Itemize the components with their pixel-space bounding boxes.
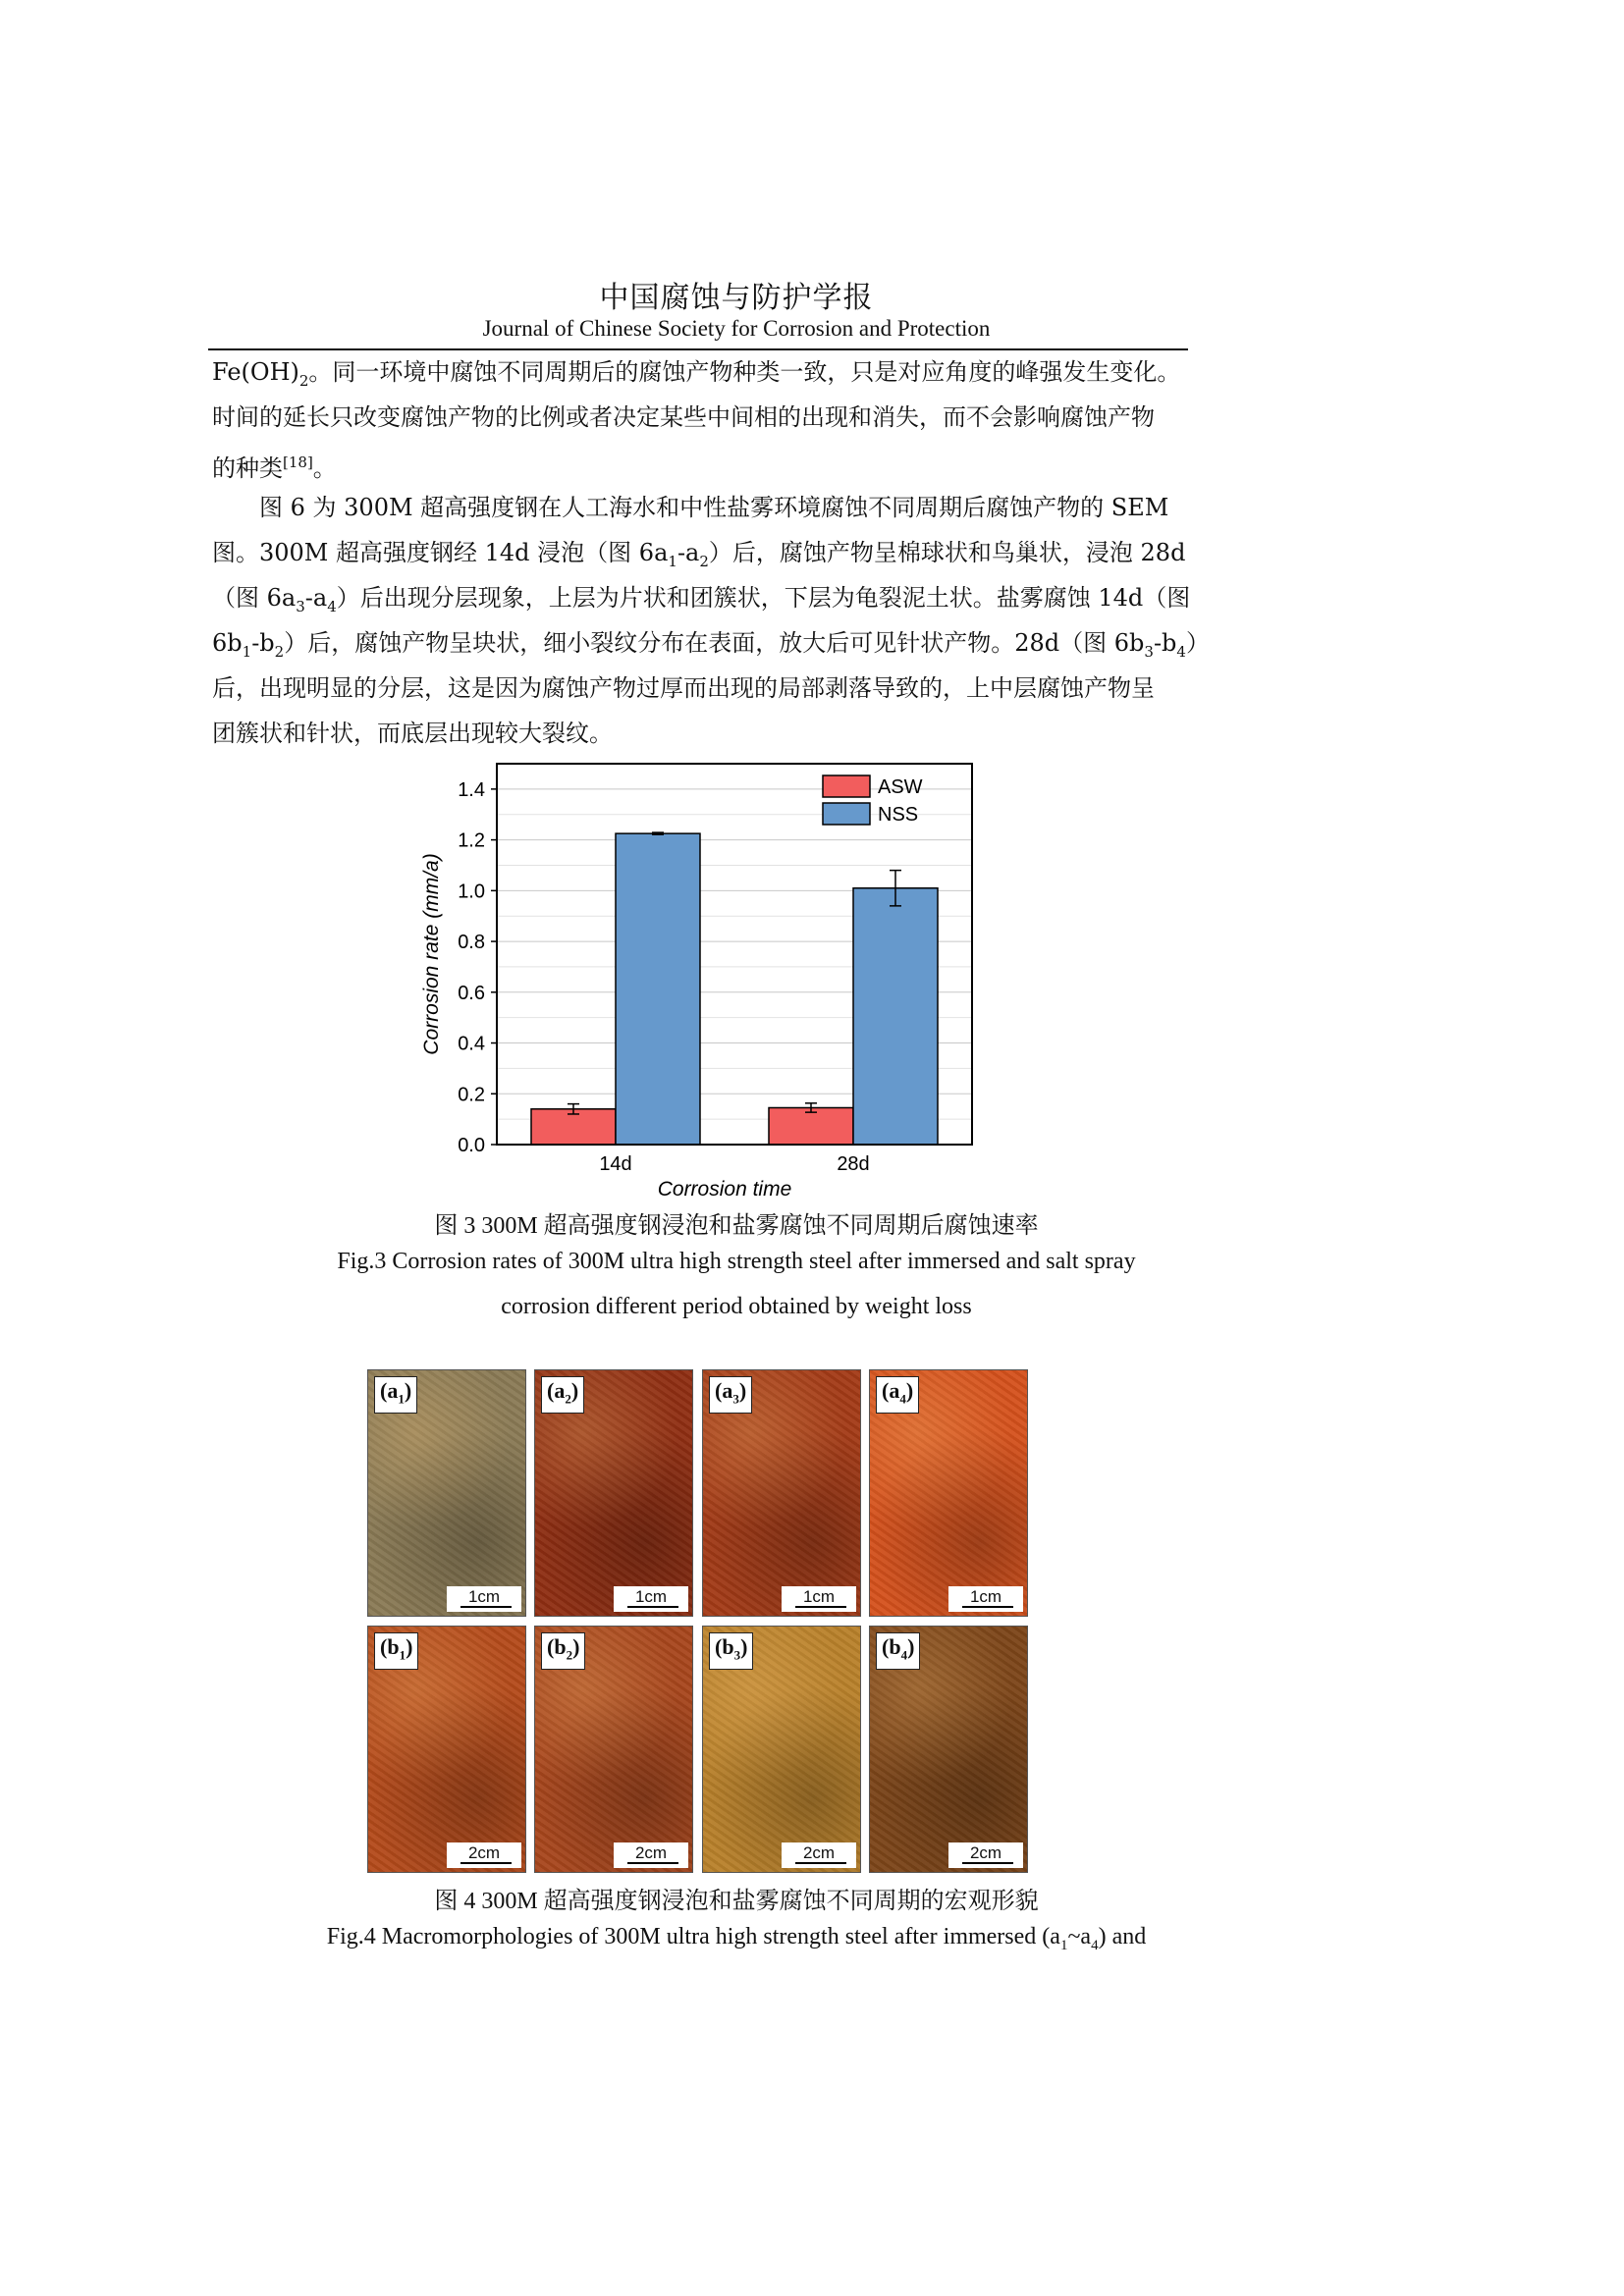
paragraph-line: 团簇状和针状，而底层出现较大裂纹。 [212, 720, 613, 747]
paragraph-line: 图 6 为 300M 超高强度钢在人工海水和中性盐雾环境腐蚀不同周期后腐蚀产物的 SEM [259, 494, 1169, 521]
paragraph-line: $6b_1-b_2$）后，腐蚀产物呈块状，细小裂纹分布在表面，放大后可见针状产物。28d（图 $6b_3-b_4$） [212, 629, 1210, 661]
panel-label: $(b_1)$ [374, 1632, 418, 1670]
scale-bar: 2cm [782, 1842, 856, 1868]
panel-label: $(a_4)$ [876, 1376, 919, 1414]
specimen-photo [702, 1369, 861, 1617]
paragraph-line: （图 $6a_3-a_4$）后出现分层现象，上层为片状和团簇状，下层为龟裂泥土状。盐雾腐蚀 14d（图 [212, 584, 1191, 615]
x-axis-label: Corrosion time [657, 1178, 792, 1201]
journal-title-en: Journal of Chinese Society for Corrosion and Protection [482, 316, 991, 341]
specimen-photo [534, 1626, 693, 1873]
paragraph-line: 时间的延长只改变腐蚀产物的比例或者决定某些中间相的出现和消失，而不会影响腐蚀产物 [212, 403, 1155, 431]
paragraph-line: 后，出现明显的分层，这是因为腐蚀产物过厚而出现的局部剥落导致的，上中层腐蚀产物呈 [212, 674, 1155, 702]
scale-bar: 1cm [447, 1586, 521, 1612]
legend-swatch [823, 803, 870, 825]
paragraph-line: $Fe(OH)_2$。同一环境中腐蚀不同周期后的腐蚀产物种类一致，只是对应角度的峰强发生变化。 [212, 358, 1181, 390]
y-tick-label: 0.0 [458, 1135, 485, 1156]
y-tick-label: 0.8 [458, 932, 485, 954]
fig3-caption-en-line2: corrosion different period obtained by weight loss [501, 1294, 972, 1319]
specimen-photo [702, 1626, 861, 1873]
corrosion-rate-chart [412, 748, 992, 1200]
bar-asw-28d [769, 1107, 853, 1145]
y-tick-label: 0.6 [458, 982, 485, 1004]
y-tick-label: 1.2 [458, 829, 485, 852]
citation-ref: [18] [283, 454, 313, 471]
legend-swatch [823, 775, 870, 797]
fig4-caption-cn: 图 4 300M 超高强度钢浸泡和盐雾腐蚀不同周期的宏观形貌 [434, 1889, 1039, 1914]
paragraph-2 [212, 485, 1210, 756]
scale-bar: 1cm [614, 1586, 688, 1612]
paragraph-1 [212, 349, 1184, 485]
scale-bar: 2cm [614, 1842, 688, 1868]
paragraph-line: 的种类[18]。 [212, 454, 337, 482]
fig3-caption-en-line1: Fig.3 Corrosion rates of 300M ultra high strength steel after immersed and salt spray [337, 1249, 1136, 1274]
y-tick-label: 0.2 [458, 1084, 485, 1106]
y-tick-label: 1.0 [458, 881, 485, 903]
journal-title-cn: 中国腐蚀与防护学报 [599, 281, 874, 315]
specimen-photo [367, 1626, 526, 1873]
fig3-caption-cn: 图 3 300M 超高强度钢浸泡和盐雾腐蚀不同周期后腐蚀速率 [434, 1213, 1039, 1239]
specimen-photo [869, 1626, 1028, 1873]
bar-nss-28d [853, 888, 938, 1145]
specimen-photo [367, 1369, 526, 1617]
specimen-photo [534, 1369, 693, 1617]
specimen-photo [869, 1369, 1028, 1617]
panel-label: $(a_1)$ [374, 1376, 417, 1414]
scale-bar: 2cm [447, 1842, 521, 1868]
y-axis-label: Corrosion rate (mm/a) [420, 853, 443, 1055]
scale-bar: 2cm [948, 1842, 1023, 1868]
x-tick-label: 28d [837, 1153, 870, 1175]
panel-label: $(b_2)$ [541, 1632, 585, 1670]
panel-label: $(b_4)$ [876, 1632, 920, 1670]
panel-label: $(b_3)$ [709, 1632, 753, 1670]
y-tick-label: 1.4 [458, 778, 485, 801]
panel-label: $(a_2)$ [541, 1376, 584, 1414]
fig4-caption-en: Fig.4 Macromorphologies of 300M ultra high strength steel after immersed $(a_1\sim a_4)$ and [326, 1924, 1147, 1953]
paragraph-line: 图。300M 超高强度钢经 14d 浸泡（图 $6a_1-a_2$）后，腐蚀产物呈棉球状和鸟巢状，浸泡 28d [212, 539, 1186, 570]
scale-bar: 1cm [782, 1586, 856, 1612]
legend-label: NSS [878, 804, 919, 826]
bar-nss-14d [616, 833, 700, 1145]
panel-label: $(a_3)$ [709, 1376, 752, 1414]
legend-label: ASW [878, 776, 923, 798]
y-tick-label: 0.4 [458, 1033, 485, 1055]
scale-bar: 1cm [948, 1586, 1023, 1612]
x-tick-label: 14d [599, 1153, 632, 1175]
